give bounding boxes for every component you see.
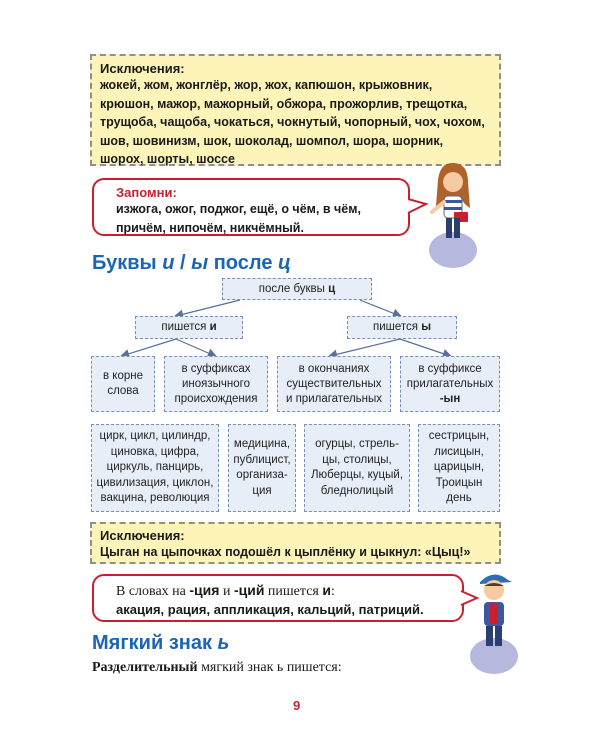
exceptions-line: жокей, жом, жонглёр, жор, жох, капюшон, крыжовник, [100,78,433,92]
examples-endings [304,424,410,512]
example-line: организа- [236,469,288,481]
rule-text: и [219,584,234,599]
category-line: в корне [102,370,143,382]
category-line: происхождения [174,392,258,405]
remember-line: изжога, ожог, поджог, ещё, о чём, в чём, [116,202,361,216]
example-line: цивилизация, циклон, [96,476,214,489]
tree-branch-y [347,316,457,339]
exceptions-title: Исключения: [100,61,185,76]
separator-rest: мягкий знак ь пишется: [197,660,342,675]
rule-suffix-tsiya: -ция [189,582,220,598]
category-endings [277,356,391,412]
branch-y-text: пишется [372,321,418,333]
category-line: иноязычного [181,377,250,390]
exceptions-line: шов, шовинизм, шок, шоколад, шомпол, шора, шорник, [100,133,444,148]
example-line: Троицын [435,476,483,489]
boy-illustration [462,568,526,674]
rule-bubble [92,574,464,622]
separator-bold: Разделительный [92,660,198,675]
category-root-word [91,356,155,412]
separator-sentence [92,660,342,676]
examples-root-word [91,424,219,512]
rule-text: пишется [264,584,323,599]
category-line: в суффиксах [181,362,251,375]
heading-letter-i: и [162,252,175,274]
branch-y-letter: ы [421,321,432,333]
heading-middle: после [208,252,279,274]
heading-letter-ts: ц [278,252,291,274]
category-adjective-suffix [400,356,500,412]
exceptions-line: крюшон, мажор, мажорный, обжора, прожорлив, трещотка, [100,96,468,111]
category-line: и прилагательных [285,392,383,405]
tree-branch-i [135,316,243,339]
root-letter: ц [328,282,336,295]
heading2-text: Мягкий знак [92,632,218,654]
example-line: день [446,492,472,505]
remember-title: Запомни: [116,185,177,200]
rule-letter: и [322,582,331,598]
exceptions-line: шорох, шорты, шоссе [100,152,235,166]
example-line: ция [252,484,272,497]
category-line: -ын [439,392,461,405]
category-foreign-suffix [164,356,268,412]
example-line: сестрицын, [428,430,490,443]
category-line: в суффиксе [418,362,482,375]
branch-i-text: пишется [161,321,207,333]
example-line: Люберцы, куцый, [310,469,404,481]
example-line: вакцина, революция [100,492,210,505]
heading2-letter: ь [217,632,230,654]
remember-line: причём, нипочём, никчёмный. [116,220,304,235]
exceptions-line: трущоба, чащоба, чокаться, чокнутый, чопорный, чох, чохом, [100,115,485,129]
example-line: огурцы, стрель- [315,438,399,450]
example-line: бледнолицый [320,484,394,497]
category-line: прилагательных [406,377,494,390]
example-line: лисицын, [434,445,484,458]
tree-root [222,278,372,300]
example-line: цирк, цикл, цилиндр, [99,430,211,443]
example-line: царицын, [433,461,485,474]
example-line: публицист, [233,453,291,466]
root-text: после буквы [258,282,325,295]
heading-slash: / [174,252,192,274]
branch-i-letter: и [209,321,217,333]
exceptions-box-2 [90,522,501,564]
exceptions2-text: Цыган на цыпочках подошёл к цыплёнку и цыкнул: «Цыц!» [100,545,471,559]
rule-line-2: акация, рация, аппликация, кальций, патриций. [116,602,424,617]
heading-soft-sign [92,632,229,655]
exceptions2-title: Исключения: [100,528,185,543]
page-number: 9 [293,698,301,713]
example-line: циркуль, панцирь, [106,461,204,474]
examples-foreign-suffix [228,424,296,512]
category-line: существительных [286,377,382,390]
rule-line-1 [116,581,440,601]
examples-adjective-suffix [418,424,500,512]
rule-text: : [330,584,335,599]
example-line: медицина, [233,438,291,450]
example-line: циновка, цифра, [110,445,200,458]
category-line: в окончаниях [298,362,370,375]
category-line: слова [107,385,139,397]
heading-letter-y: ы [191,252,209,274]
example-line: цы, столицы, [322,453,392,466]
heading-prefix: Буквы [92,252,163,274]
rule-text: В словах на [116,584,190,599]
rule-suffix-tsiy: -ций [233,582,265,598]
